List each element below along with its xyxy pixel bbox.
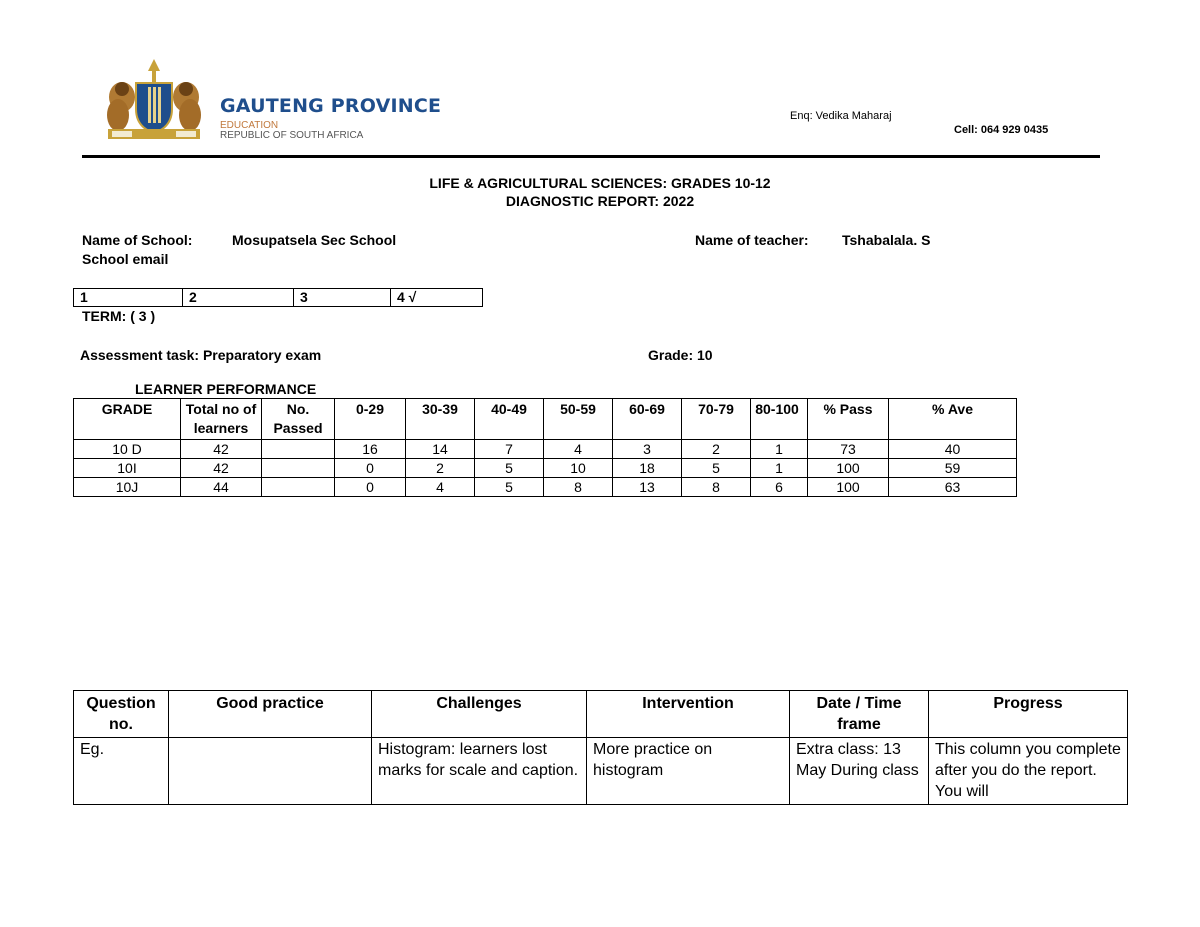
column-header: % Pass [808,399,889,440]
table-cell: 2 [406,459,475,478]
table-row [74,478,1017,497]
table-cell: 1 [751,459,808,478]
table-cell [262,440,335,459]
performance-header-row [74,399,1017,440]
report-title: LIFE & AGRICULTURAL SCIENCES: GRADES 10-12 [429,175,771,191]
table-cell: 3 [613,440,682,459]
column-header: Intervention [587,691,790,738]
school-name-value: Mosupatsela Sec School [232,232,397,248]
table-cell: 63 [889,478,1017,497]
column-header: Total no of learners [181,399,262,440]
column-header: 30-39 [406,399,475,440]
assessment-task: Assessment task: Preparatory exam [80,347,322,363]
table-cell: 100 [808,478,889,497]
table-cell: 5 [475,459,544,478]
table-row [74,459,1017,478]
table-cell: 42 [181,440,262,459]
gauteng-logo [88,57,442,145]
table-cell: 0 [335,478,406,497]
table-cell: 10 D [74,440,181,459]
table-cell: 5 [475,478,544,497]
header-divider [82,155,1100,158]
learner-performance-table [73,398,1017,497]
column-header: Progress [929,691,1128,738]
school-email-label: School email [82,251,169,267]
table-cell: 4 [544,440,613,459]
table-cell: 100 [808,459,889,478]
teacher-name-label: Name of teacher: [695,232,809,248]
column-header: 40-49 [475,399,544,440]
report-subtitle: DIAGNOSTIC REPORT: 2022 [505,193,695,209]
enquiry-contact: Enq: Vedika Maharaj [790,110,892,122]
term-cell-1: 1 [74,289,183,307]
logo-subtitle-country: REPUBLIC OF SOUTH AFRICA [220,130,364,141]
column-header: % Ave [889,399,1017,440]
table-cell: 40 [889,440,1017,459]
table-row [74,738,1128,805]
table-cell: 7 [475,440,544,459]
table-cell: This column you complete after you do the report. You will [929,738,1128,805]
table-cell: 8 [544,478,613,497]
table-cell: 16 [335,440,406,459]
table-cell: Histogram: learners lost marks for scale and caption. [372,738,587,805]
table-cell: 13 [613,478,682,497]
table-cell: 4 [406,478,475,497]
table-row [74,440,1017,459]
column-header: 70-79 [682,399,751,440]
table-cell: Extra class: 13 May During class [790,738,929,805]
table-cell: 6 [751,478,808,497]
table-cell: 1 [751,440,808,459]
table-cell: 14 [406,440,475,459]
column-header: No. Passed [262,399,335,440]
question-analysis-table [73,690,1128,805]
column-header: 50-59 [544,399,613,440]
table-cell [169,738,372,805]
table-cell: 2 [682,440,751,459]
table-cell: 10J [74,478,181,497]
column-header: Challenges [372,691,587,738]
logo-title: GAUTENG PROVINCE [220,95,442,117]
table-cell: 10I [74,459,181,478]
term-cell-3: 3 [294,289,391,307]
table-cell: More practice on histogram [587,738,790,805]
table-cell: 5 [682,459,751,478]
column-header: Date / Time frame [790,691,929,738]
column-header: GRADE [74,399,181,440]
table-cell [262,459,335,478]
question-header-row [74,691,1128,738]
column-header: Question no. [74,691,169,738]
table-cell: 59 [889,459,1017,478]
assessment-grade: Grade: 10 [648,347,713,363]
table-cell: 42 [181,459,262,478]
column-header: 60-69 [613,399,682,440]
table-cell [262,478,335,497]
learner-performance-heading: LEARNER PERFORMANCE [135,381,317,397]
logo-subtitle-education: EDUCATION [220,120,279,131]
term-cell-4: 4 √ [391,289,483,307]
table-cell: 0 [335,459,406,478]
term-label: TERM: ( 3 ) [82,308,156,324]
table-cell: Eg. [74,738,169,805]
column-header: 80-100 [751,399,808,440]
coat-of-arms-icon [88,57,218,145]
table-cell: 73 [808,440,889,459]
term-selector-table [73,288,483,307]
cell-number: Cell: 064 929 0435 [954,124,1049,136]
table-cell: 44 [181,478,262,497]
school-name-label: Name of School: [82,232,193,248]
column-header: Good practice [169,691,372,738]
table-cell: 10 [544,459,613,478]
term-cell-2: 2 [183,289,294,307]
table-cell: 18 [613,459,682,478]
teacher-name-value: Tshabalala. S [842,232,931,248]
table-cell: 8 [682,478,751,497]
column-header: 0-29 [335,399,406,440]
